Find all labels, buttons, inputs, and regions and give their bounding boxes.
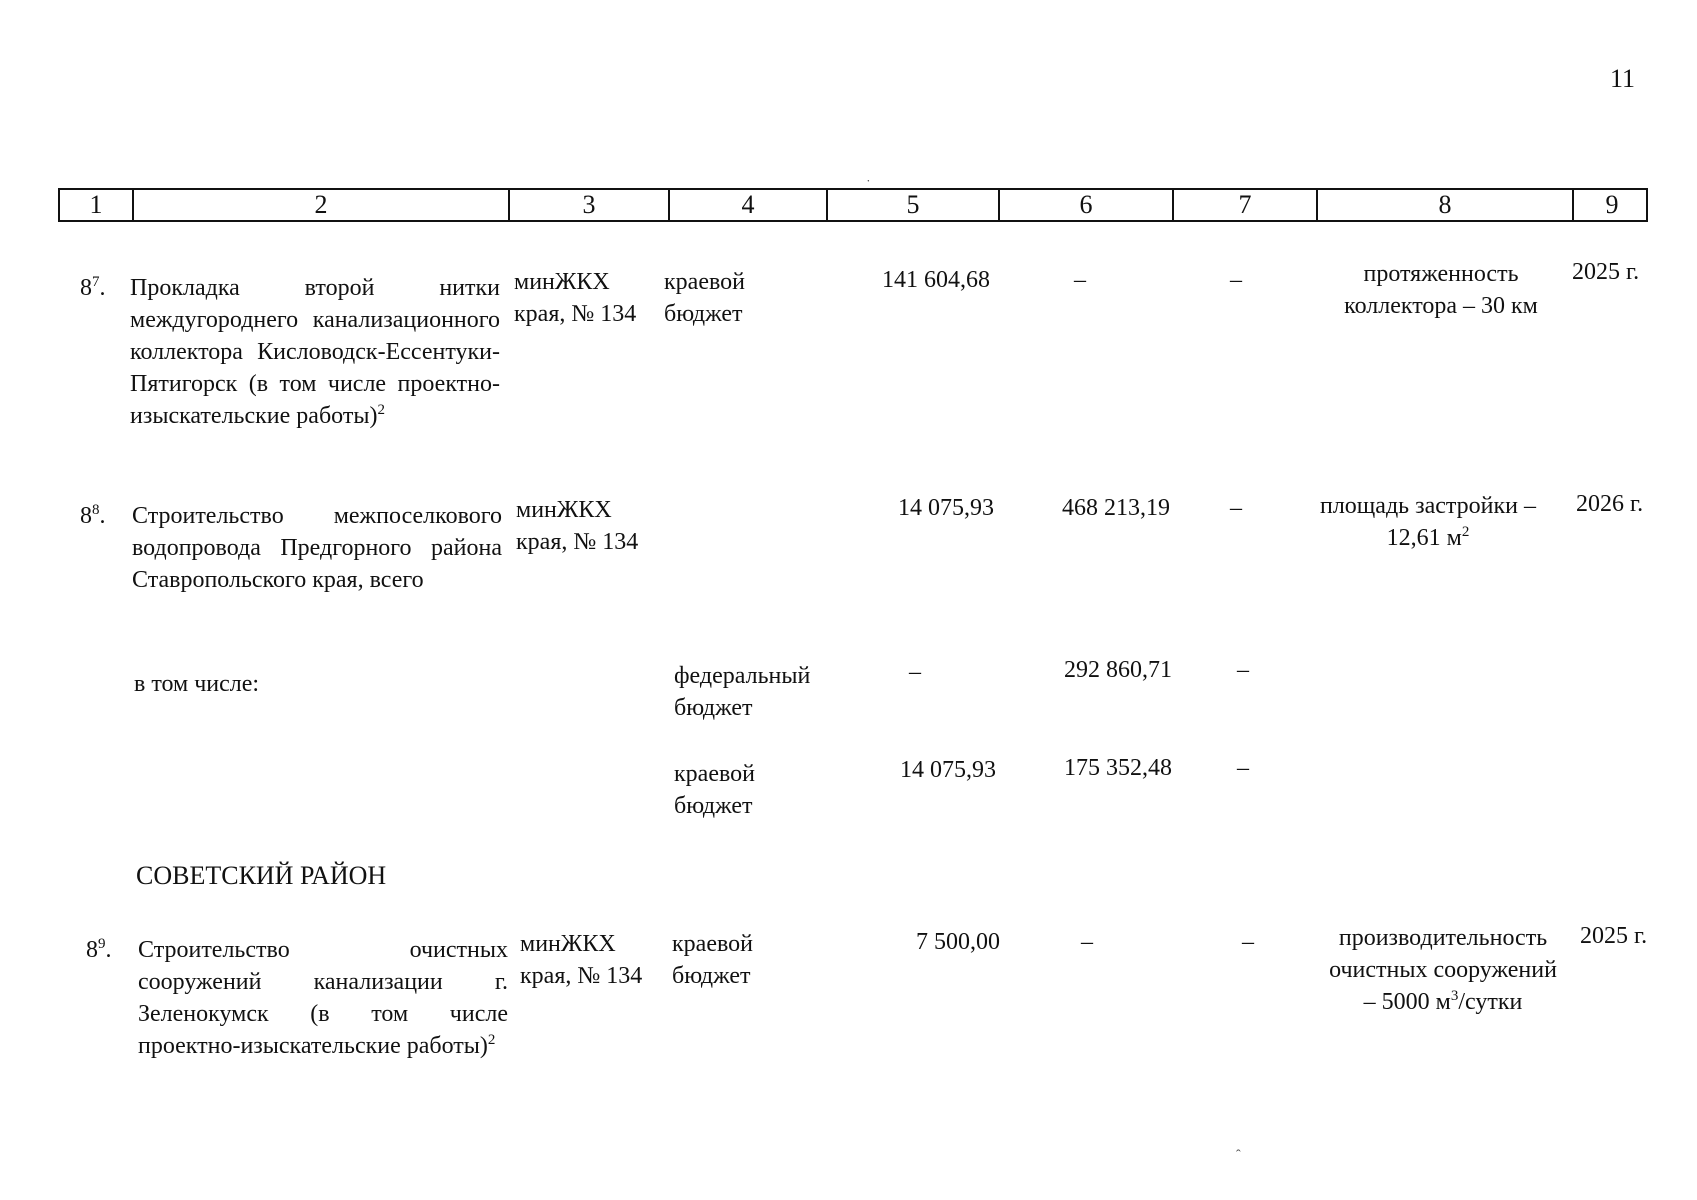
header-col-6: 6 <box>998 190 1172 220</box>
year: 2025 г. <box>1572 259 1640 285</box>
funding-source: краевой бюджет <box>674 761 755 819</box>
amount-col6: – <box>1081 929 1093 955</box>
amount-col6: 175 352,48 <box>1064 755 1172 781</box>
section-title: СОВЕТСКИЙ РАЙОН <box>136 861 387 890</box>
subtotal-label: в том числе: <box>134 671 260 697</box>
row-number: $8^8$. <box>80 502 106 529</box>
amount-col6: – <box>1074 267 1086 293</box>
row-number: $8^7$. <box>80 274 106 301</box>
funding-source: федеральный бюджет <box>674 663 811 721</box>
amount-col5: 14 075,93 <box>898 495 994 521</box>
amount-col7: – <box>1230 495 1242 521</box>
header-col-4: 4 <box>668 190 826 220</box>
header-col-7: 7 <box>1172 190 1316 220</box>
funding-source: краевой бюджет <box>672 931 753 989</box>
project-name: Прокладка второй нитки междугороднего канализационного коллектора Кисловодск-Ессентуки-Пятигорск (в том числе проектно-изыскательские работы)$^2$ <box>130 275 500 429</box>
header-col-1: 1 <box>89 190 103 219</box>
header-col-9: 9 <box>1572 190 1650 220</box>
scan-mark: ˆ <box>1236 1148 1241 1163</box>
amount-col7: – <box>1242 929 1254 955</box>
indicator: производительность очистных сооружений – 5000 $м^3$/сутки <box>1329 925 1557 1015</box>
indicator: протяженность коллектора – 30 км <box>1344 261 1538 319</box>
amount-col7: – <box>1237 755 1249 781</box>
year: 2026 г. <box>1576 491 1644 517</box>
project-name: Строительство очистных сооружений канализации г. Зеленокумск (в том числе проектно-изыскательские работы)$^2$ <box>138 937 508 1059</box>
amount-col5: – <box>909 659 921 685</box>
row-number: $8^9$. <box>86 936 112 963</box>
header-col-5: 5 <box>826 190 998 220</box>
amount-col7: – <box>1237 657 1249 683</box>
executor: минЖКХ края, № 134 <box>514 269 637 327</box>
amount-col5: 7 500,00 <box>916 929 1000 955</box>
amount-col6: 292 860,71 <box>1064 657 1172 683</box>
year: 2025 г. <box>1580 923 1648 949</box>
page-number: 11 <box>1610 64 1636 93</box>
amount-col6: 468 213,19 <box>1062 495 1170 521</box>
executor: минЖКХ края, № 134 <box>516 497 639 555</box>
scan-mark: ˙ <box>866 178 871 193</box>
amount-col5: 141 604,68 <box>882 267 990 293</box>
header-col-2: 2 <box>132 190 508 220</box>
indicator: площадь застройки – 12,61 $м^2$ <box>1319 493 1537 551</box>
amount-col7: – <box>1230 267 1242 293</box>
amount-col5: 14 075,93 <box>900 757 996 783</box>
header-col-3: 3 <box>508 190 668 220</box>
executor: минЖКХ края, № 134 <box>520 931 643 989</box>
project-name: Строительство межпоселкового водопровода Предгорного района Ставропольского края, всего <box>132 503 502 593</box>
table-header <box>58 188 1648 222</box>
header-col-8: 8 <box>1316 190 1572 220</box>
funding-source: краевой бюджет <box>664 269 745 327</box>
